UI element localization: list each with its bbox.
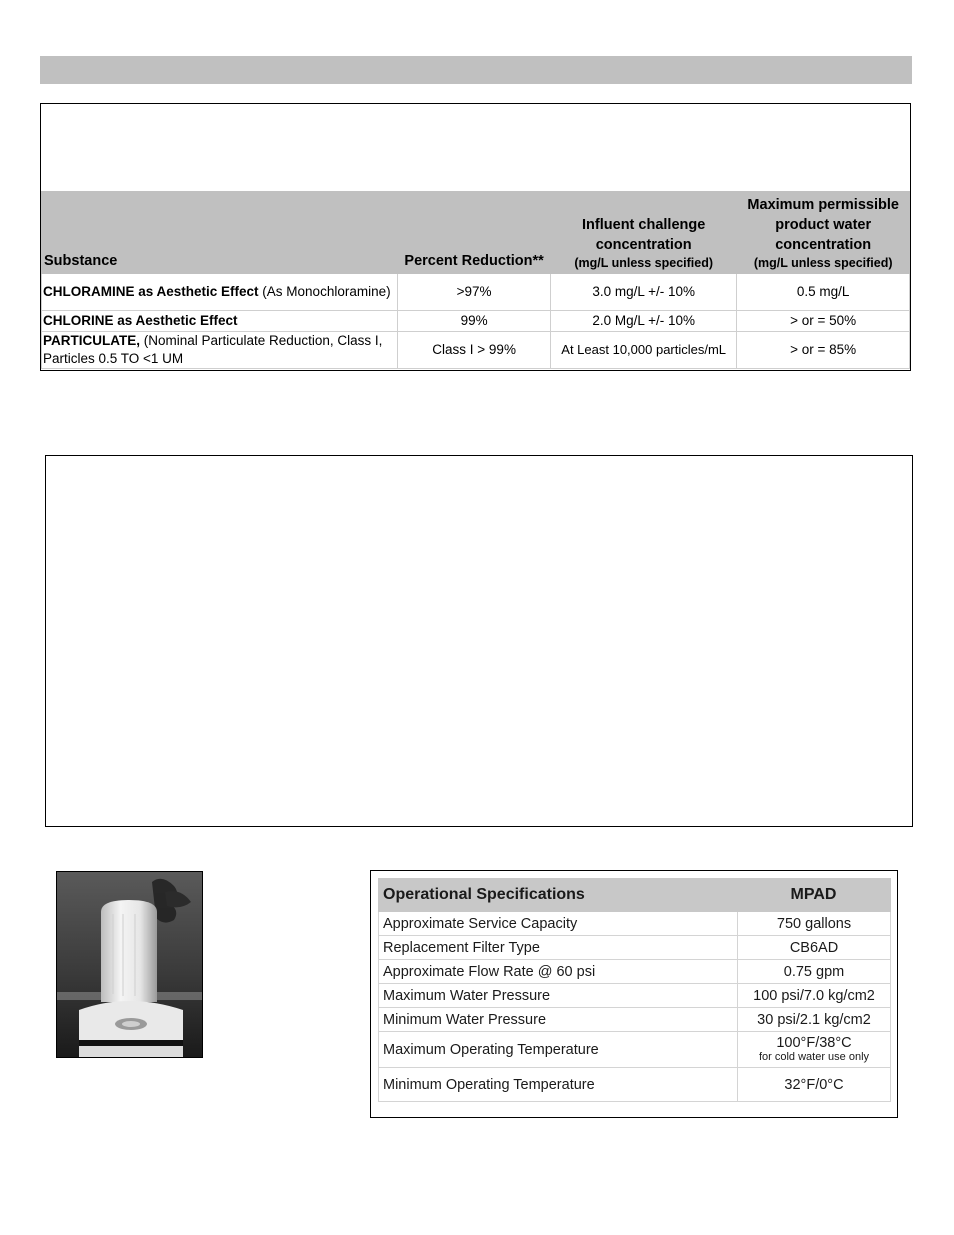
spec-value: 750 gallons <box>738 912 891 936</box>
maximum-cell: > or = 50% <box>737 311 910 332</box>
spec-label: Minimum Operating Temperature <box>379 1068 738 1102</box>
spec-model: MPAD <box>738 879 891 912</box>
influent-cell: 3.0 mg/L +/- 10% <box>550 274 736 311</box>
spec-value: 100 psi/7.0 kg/cm2 <box>738 984 891 1008</box>
maximum-cell: > or = 85% <box>737 332 910 369</box>
maximum-cell: 0.5 mg/L <box>737 274 910 311</box>
table-row <box>379 936 891 960</box>
spec-value: CB6AD <box>738 936 891 960</box>
header-maximum <box>737 192 910 274</box>
table-row <box>379 1068 891 1102</box>
substance-name: PARTICULATE, <box>43 333 140 348</box>
spec-title: Operational Specifications <box>379 879 738 912</box>
spec-label: Approximate Service Capacity <box>379 912 738 936</box>
substance-detail: (Nominal Particulate Reduction, Class I, Particles 0.5 TO <1 UM <box>43 333 383 366</box>
spec-value-cell <box>738 1032 891 1068</box>
header-maximum-label: Maximum permissible product water concentration <box>747 197 899 253</box>
table-row <box>42 274 910 311</box>
table-row <box>379 1032 891 1068</box>
table-row <box>42 332 910 369</box>
section-header-bar <box>40 56 912 84</box>
substance-cell <box>42 274 398 311</box>
table-row <box>42 311 910 332</box>
spec-label: Maximum Water Pressure <box>379 984 738 1008</box>
substance-cell <box>42 332 398 369</box>
table-row <box>379 960 891 984</box>
spec-label: Minimum Water Pressure <box>379 1008 738 1032</box>
table-row <box>379 1008 891 1032</box>
header-substance: Substance <box>42 192 398 274</box>
influent-cell: At Least 10,000 particles/mL <box>550 332 736 369</box>
reduction-cell: Class I > 99% <box>398 332 551 369</box>
reduction-cell: >97% <box>398 274 551 311</box>
influent-cell: 2.0 Mg/L +/- 10% <box>550 311 736 332</box>
header-influent-unit: (mg/L unless specified) <box>574 256 714 270</box>
header-influent <box>550 192 736 274</box>
performance-data-box <box>40 103 911 371</box>
table-row <box>379 912 891 936</box>
substance-cell <box>42 311 398 332</box>
header-percent-reduction: Percent Reduction** <box>398 192 551 274</box>
operational-specifications-table <box>378 878 891 1102</box>
spec-label: Replacement Filter Type <box>379 936 738 960</box>
table-row <box>379 984 891 1008</box>
filter-housing-image <box>57 872 202 1057</box>
empty-content-box <box>45 455 913 827</box>
spec-label: Maximum Operating Temperature <box>379 1032 738 1068</box>
substance-name: CHLORAMINE as Aesthetic Effect <box>43 284 259 299</box>
operational-specifications-box <box>370 870 898 1118</box>
spec-label: Approximate Flow Rate @ 60 psi <box>379 960 738 984</box>
spec-value: 30 psi/2.1 kg/cm2 <box>738 1008 891 1032</box>
product-photo <box>56 871 203 1058</box>
spec-value: 32°F/0°C <box>738 1068 891 1102</box>
spec-value: 0.75 gpm <box>738 960 891 984</box>
spec-note: for cold water use only <box>758 1051 870 1063</box>
header-maximum-unit: (mg/L unless specified) <box>753 256 893 270</box>
substance-detail: (As Monochloramine) <box>258 284 391 299</box>
substance-name: CHLORINE as Aesthetic Effect <box>43 313 238 328</box>
reduction-cell: 99% <box>398 311 551 332</box>
spec-value: 100°F/38°C <box>776 1035 852 1051</box>
performance-table <box>41 191 910 369</box>
header-influent-label: Influent challenge concentration <box>582 217 706 253</box>
